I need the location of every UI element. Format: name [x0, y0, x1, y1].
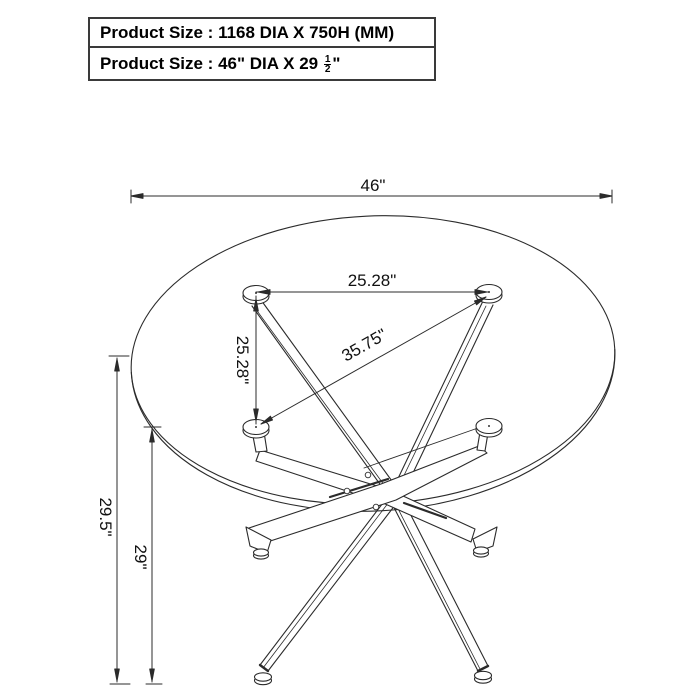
front-right-glide — [475, 671, 492, 683]
mount-disc-bottom-right — [476, 419, 502, 438]
label-diameter: 46" — [360, 176, 386, 195]
label-leg-span-vertical: 25.28" — [233, 335, 252, 385]
front-left-glide — [255, 673, 272, 685]
dim-leg-span-horizontal — [256, 290, 489, 295]
fraction-numerator: 1 — [324, 54, 331, 65]
label-height-frame: 29" — [131, 544, 150, 570]
glass-top-outline — [124, 205, 621, 515]
fraction-denominator: 2 — [324, 64, 331, 75]
glide-foot — [474, 547, 489, 554]
back-right-bracket-foot — [473, 527, 497, 557]
product-size-in-suffix: " — [332, 53, 341, 73]
leg-end-cut — [260, 665, 268, 671]
label-leg-span-horizontal: 25.28" — [347, 271, 397, 290]
product-size-mm-text: Product Size : 1168 DIA X 750H (MM) — [100, 22, 395, 42]
label-leg-diagonal: 35.75" — [338, 324, 391, 366]
dim-leg-diagonal — [261, 297, 486, 424]
product-size-in-prefix: Product Size : 46" DIA X 29 — [100, 53, 323, 73]
dim-leg-span-vertical — [254, 296, 259, 424]
glide-foot — [254, 549, 269, 556]
label-height-total: 29.5" — [96, 497, 115, 537]
